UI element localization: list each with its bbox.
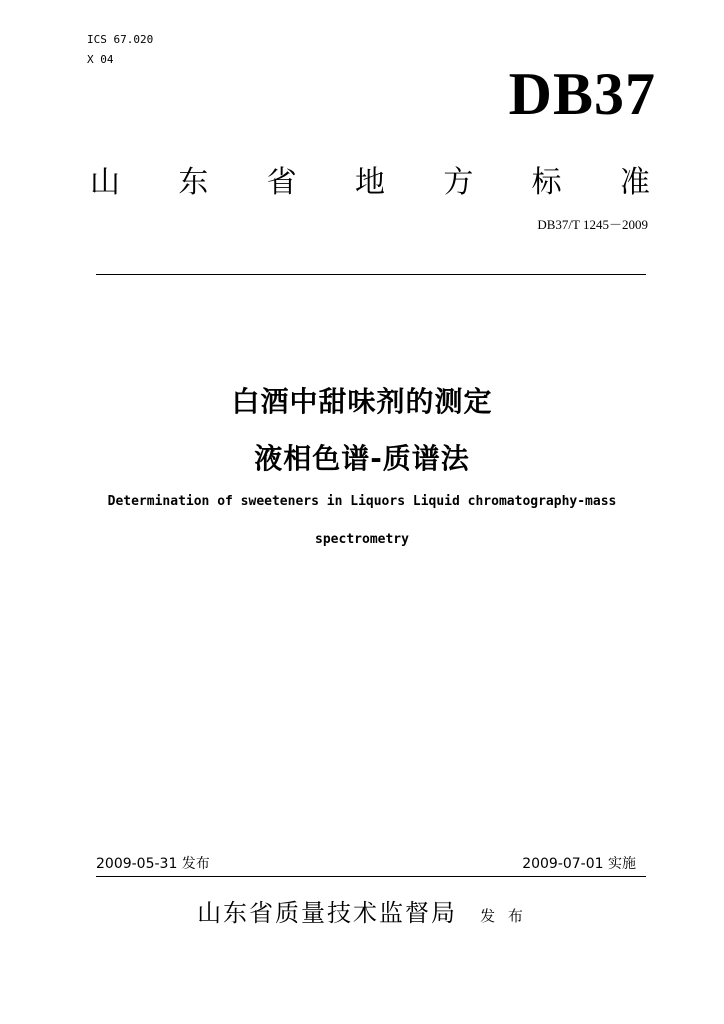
- publish-date: 2009-05-31 发布: [96, 856, 210, 872]
- ics-code: ICS 67.020: [87, 33, 154, 46]
- standard-type-char: 标: [531, 165, 562, 200]
- issuer-suffix: 发 布: [480, 907, 527, 925]
- standard-type-char: 省: [266, 165, 297, 200]
- implement-date: 2009-07-01 实施: [522, 856, 636, 872]
- standard-type-char: 方: [443, 165, 474, 200]
- header-divider: [96, 274, 646, 275]
- issuer-name: 山东省质量技术监督局: [197, 899, 458, 927]
- title-zh-line1: 白酒中甜味剂的测定: [231, 385, 493, 418]
- standard-type: [90, 165, 650, 200]
- standard-type-char: 地: [354, 165, 385, 200]
- standard-type-char: 山: [90, 165, 120, 200]
- standard-code-big: DB37: [508, 61, 656, 127]
- standard-number: DB37/T 1245－2009: [537, 217, 648, 232]
- classification-code: X 04: [87, 53, 114, 66]
- title-zh-line2: 液相色谱-质谱法: [254, 442, 470, 475]
- footer-divider: [96, 876, 646, 877]
- title-en-line1: Determination of sweeteners in Liquors Liquid chromatography-mass: [107, 494, 617, 509]
- title-en-line2: spectrometry: [315, 532, 409, 547]
- standard-type-char: 准: [619, 165, 650, 200]
- issuer-block: [0, 893, 724, 928]
- standard-type-char: 东: [178, 165, 209, 200]
